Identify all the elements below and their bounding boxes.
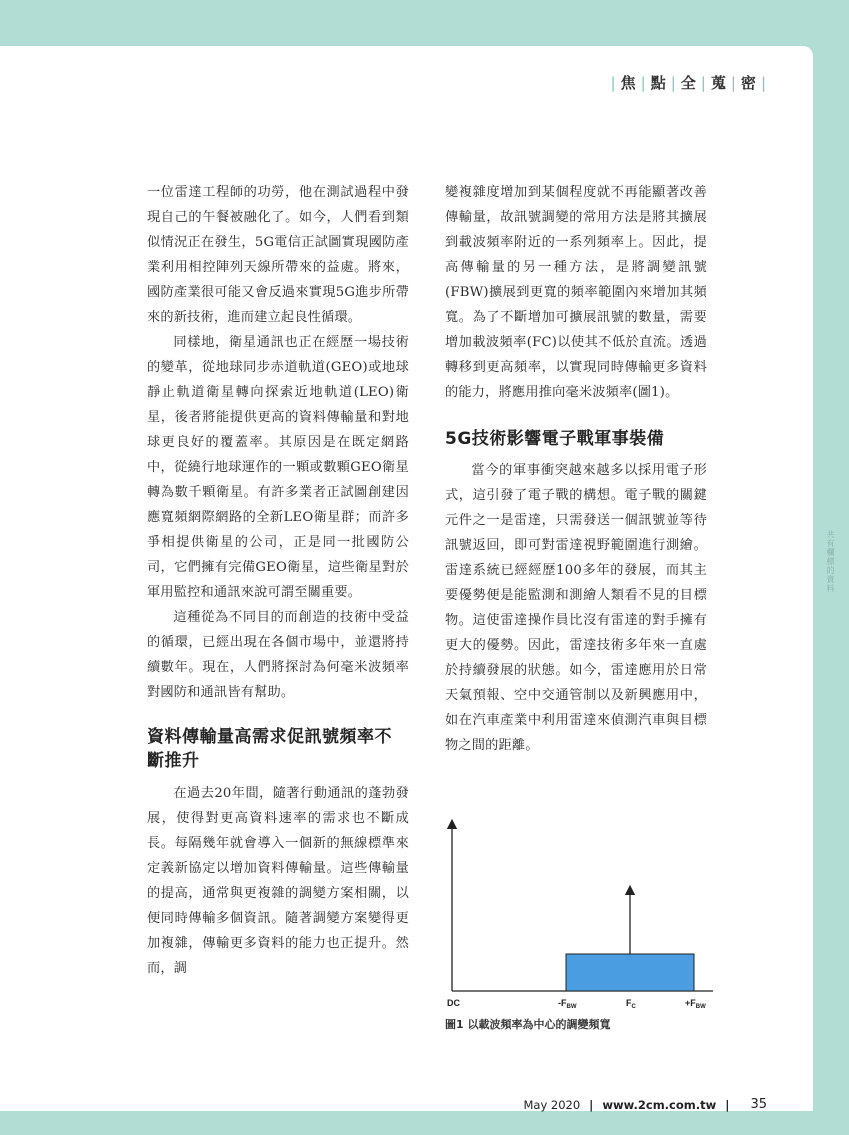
right-column	[445, 180, 707, 758]
paragraph: 這種從為不同目的而創造的技術中受益的循環，已經出現在各個市場中，並還將持續數年。現在，人們將探討為何毫米波頻率對國防和通訊皆有幫助。	[147, 610, 409, 700]
section-heading: 資料傳輸量高需求促訊號頻率不斷推升	[147, 727, 392, 771]
label-fc: $F_C$	[626, 998, 636, 1010]
header-char: 蒐	[710, 74, 726, 92]
paragraph: 當今的軍事衝突越來越多以採用電子形式，這引發了電子戰的構想。電子戰的關鍵元件之一是雷達，只需發送一個訊號並等待訊號返回，即可對雷達視野範圍進行測繪。雷達系統已經經歷100多年的發展，而其主要優勢便是能監測和測繪人類看不見的目標物。這使雷達操作員比沒有雷達的對手擁有更大的優勢。因此，雷達技術多年來一直處於持續發展的狀態。如今，雷達應用於日常天氣預報、空中交通管制以及新興應用中，如在汽車產業中利用雷達來偵測汽車與目標物之間的距離。	[445, 463, 707, 753]
label-dc: DC	[447, 998, 460, 1008]
side-note: 共有欄標的資料	[826, 530, 835, 593]
paragraph: 變複雜度增加到某個程度就不再能顯著改善傳輸量，故訊號調變的常用方法是將其擴展到載波頻率附近的一系列頻率上。因此，提高傳輸量的另一種方法，是將調變訊號(FBW)擴展到更寬的頻率範圍內來增加其頻寬。為了不斷增加可擴展訊號的數量，需要增加載波頻率(FC)以使其不低於直流。透過轉移到更高頻率，以實現同時傳輸更多資料的能力，將應用推向毫米波頻率(圖1)。	[445, 185, 707, 400]
paragraph: 一位雷達工程師的功勞，他在測試過程中發現自己的午餐被融化了。如今，人們看到類似情況正在發生，5G電信正試圖實現國防產業利用相控陣列天線所帶來的益處。將來，國防產業很可能又會反過來實現5G進步所帶來的新技術，進而建立起良性循環。	[147, 185, 409, 325]
header-char: 點	[650, 74, 666, 92]
left-column	[147, 180, 409, 981]
website-link[interactable]: www.2cm.com.tw	[602, 1097, 717, 1112]
header-char: 密	[740, 74, 756, 92]
paragraph: 同樣地，衛星通訊也正在經歷一場技術的變革，從地球同步赤道軌道(GEO)或地球靜止軌道衛星轉向探索近地軌道(LEO)衛星，後者將能提供更高的資料傳輸量和對地球更良好的覆蓋率。其原因是在既定網路中，從繞行地球運作的一顆或數顆GEO衛星轉為數千顆衛星。有許多業者正試圖創建因應寬頻網際網路的全新LEO衛星群；而許多爭相提供衛星的公司，正是同一批國防公司，它們擁有完備GEO衛星，這些衛星對於軍用監控和通訊來說可謂至關重要。	[147, 335, 409, 600]
section-heading: 5G技術影響電子戰軍事裝備	[445, 429, 665, 449]
page-footer	[523, 1097, 767, 1112]
spectrum-diagram	[445, 816, 715, 1016]
page	[0, 46, 813, 1111]
bandwidth-block	[566, 954, 694, 991]
issue-date: May 2020	[523, 1097, 581, 1112]
paragraph: 在過去20年間，隨著行動通訊的蓬勃發展，使得對更高資料速率的需求也不斷成長。每隔幾年就會導入一個新的無線標準來定義新協定以增加資料傳輸量。這些傳輸量的提高，通常與更複雜的調變方案相關，以便同時傳輸多個資訊。隨著調變方案變得更加複雜，傳輸更多資料的能力也正提升。然而，調	[147, 786, 409, 976]
header-char: 全	[680, 74, 696, 92]
section-header: | 焦 | 點 | 全 | 蒐 | 密 |	[610, 73, 766, 92]
label-minus-fbw: $-F_{BW}$	[558, 998, 577, 1010]
page-number: 35	[750, 1097, 767, 1112]
figure-modulation-bandwidth	[445, 816, 715, 1046]
header-char: 焦	[620, 74, 636, 92]
footer-separator: |	[589, 1097, 594, 1112]
label-plus-fbw: $+F_{BW}$	[685, 998, 706, 1010]
footer-separator: |	[725, 1097, 730, 1112]
figure-caption: 圖1 以載波頻率為中心的調變頻寬	[445, 1018, 611, 1031]
